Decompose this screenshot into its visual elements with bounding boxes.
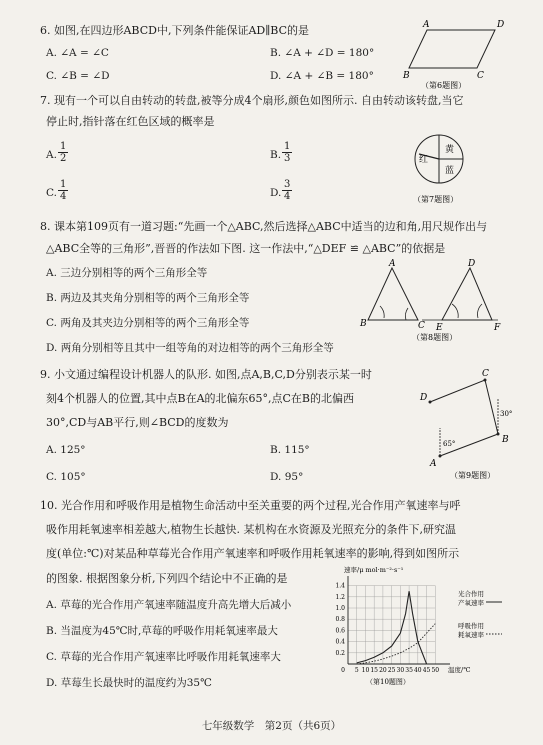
q7-option-c-den: 4 [60, 191, 67, 202]
q8-option-c: C. 两角及其夹边分别相等的两个三角形全等 [46, 317, 250, 329]
q9-segment-cb [485, 380, 498, 434]
q6-label-c: C [477, 71, 484, 81]
q7-option-d-num: 3 [284, 179, 291, 190]
q8-label-e: E [436, 323, 443, 333]
q7-option-a-fraction [58, 141, 68, 164]
y-axis-label: 速率/μ mol·m⁻²·s⁻¹ [344, 566, 404, 574]
q7-stem-line1: 7. 现有一个可以自由转动的转盘,被等分成4个扇形,颜色如图所示. 自由转动该转盘,当它 [40, 94, 464, 107]
q9-label-c: C [482, 369, 489, 379]
q7-sector-red: 红 [419, 155, 429, 165]
x-tick-label: 30 [396, 667, 405, 674]
q7-option-b-letter: B. [270, 149, 282, 161]
q6-figure [395, 18, 515, 90]
y-tick-label: 1.0 [335, 605, 345, 612]
q7-stem-line2: 停止时,指针落在红色区域的概率是 [46, 115, 215, 128]
q8-stem-line1: 8. 课本第109页有一道习题:“先画一个△ABC,然后选择△ABC中适当的边和角,用尺规作出与 [40, 220, 488, 233]
q10-option-a: A. 草莓的光合作用产氧速率随温度升高先增大后减小 [46, 599, 292, 611]
q9-stem-line1: 9. 小文通过编程设计机器人的队形. 如图,点A,B,C,D分别表示某一时 [40, 368, 372, 381]
x-tick-label: 40 [413, 667, 422, 674]
y-tick-label: 0.6 [335, 627, 345, 635]
q7-option-d-letter: D. [270, 187, 282, 199]
q7-option-d-fraction [282, 179, 292, 202]
x-tick-label: 35 [405, 667, 413, 674]
q6-label-a: A [423, 20, 430, 30]
q8-figure [360, 258, 510, 343]
q8-stem-line2: △ABC全等的三角形”,晋晋的作法如下图. 这一作法中,“△DEF ≌ △ABC”的依据是 [46, 242, 446, 255]
q6-quadrilateral [409, 30, 495, 68]
q7-option-c-letter: C. [46, 187, 57, 199]
q8-label-c: C [418, 321, 425, 331]
y-tick-label: 0.8 [335, 616, 345, 624]
q9-option-c: C. 105° [46, 471, 86, 483]
x-tick-label: 10 [361, 667, 370, 674]
y-tick-label: 0.4 [335, 638, 345, 646]
q7-option-a-num: 1 [60, 141, 67, 152]
q7-caption: （第7题图） [413, 195, 459, 204]
q6-option-c: C. ∠B = ∠D [46, 70, 110, 82]
q7-spinner-figure [405, 132, 485, 207]
q9-angle-65: 65° [443, 440, 456, 448]
x-tick-label: 5 [354, 667, 359, 674]
q8-arc-f [477, 304, 482, 318]
q9-label-d: D [420, 393, 428, 403]
q9-segment-cd [430, 380, 485, 402]
q6-label-d: D [497, 20, 505, 30]
q6-option-b: B. ∠A + ∠D = 180° [270, 47, 375, 59]
q10-stem-line2: 吸作用耗氧速率相差越大,植物生长越快. 某机构在水资源及光照充分的条件下,研究温 [46, 523, 456, 536]
q7-option-a-letter: A. [46, 149, 57, 161]
q10-option-b: B. 当温度为45℃时,草莓的呼吸作用耗氧速率最大 [46, 625, 278, 637]
q7-option-b-den: 3 [284, 153, 291, 164]
q8-label-d: D [468, 259, 476, 269]
y-tick-label: 1.2 [335, 593, 345, 601]
q9-figure [420, 370, 520, 482]
q7-option-b-num: 1 [284, 141, 291, 152]
x-tick-label: 20 [379, 667, 387, 674]
q7-option-a-den: 2 [60, 153, 67, 164]
q9-point-a [439, 455, 442, 458]
q6-caption: （第6题图） [421, 81, 467, 90]
q6-option-d: D. ∠A + ∠B = 180° [270, 70, 374, 82]
q9-angle-30: 30° [500, 410, 513, 418]
q6-option-a: A. ∠A = ∠C [46, 47, 109, 59]
q6-stem: 6. 如图,在四边形ABCD中,下列条件能保证AD∥BC的是 [40, 24, 309, 37]
x-tick-label: 25 [387, 667, 396, 674]
q9-stem-line2: 刻4个机器人的位置,其中点B在A的北偏东65°,点C在B的北偏西 [46, 392, 355, 405]
legend-label: 光合作用 [458, 590, 484, 598]
q8-option-d: D. 两角分别相等且其中一组等角的对边相等的两个三角形全等 [46, 342, 334, 354]
q6-label-b: B [403, 71, 410, 81]
q10-stem-line4: 的图象. 根据图象分析,下列四个结论中不正确的是 [46, 572, 288, 585]
q7-sector-yellow: 黄 [445, 145, 455, 155]
y-tick-label: 0.2 [335, 649, 345, 657]
x-tick-label: 15 [370, 667, 379, 674]
q8-caption: （第8题图） [412, 333, 458, 342]
q7-option-c-fraction [58, 179, 68, 202]
q9-option-a: A. 125° [46, 444, 86, 456]
origin-label: 0 [341, 667, 345, 674]
y-tick-label: 1.4 [335, 582, 345, 590]
legend-label: 呼吸作用 [458, 622, 484, 630]
q9-point-d [429, 401, 432, 404]
q8-label-b: B [360, 319, 367, 329]
q7-option-d-den: 4 [284, 191, 291, 202]
legend-label: 耗氧速率 [458, 631, 484, 639]
page-footer: 七年级数学 第2页（共6页） [201, 720, 342, 732]
q8-label-f: F [494, 323, 501, 333]
x-axis-label: 温度/℃ [448, 666, 471, 674]
series-line-2 [357, 624, 436, 664]
q7-option-b-fraction [282, 141, 292, 164]
q7-sector-blue: 蓝 [445, 166, 455, 176]
x-tick-label: 45 [422, 667, 431, 674]
x-tick-label: 50 [431, 667, 440, 674]
q8-option-b: B. 两边及其夹角分别相等的两个三角形全等 [46, 292, 250, 304]
q10-stem-line1: 10. 光合作用和呼吸作用是植物生命活动中至关重要的两个过程,光合作用产氧速率与呼 [40, 499, 461, 512]
q8-arc-e [452, 304, 458, 318]
q9-label-a: A [430, 459, 437, 469]
q8-option-a: A. 三边分别相等的两个三角形全等 [46, 267, 208, 279]
q8-arc-c [405, 308, 408, 320]
q10-stem-line3: 度(单位:℃)对某品种草莓光合作用产氧速率和呼吸作用耗氧速率的影响,得到如图所示 [46, 547, 460, 560]
q10-option-c: C. 草莓的光合作用产氧速率比呼吸作用耗氧速率大 [46, 651, 281, 663]
q7-option-c-num: 1 [60, 179, 67, 190]
q8-triangle-def [442, 268, 492, 320]
q9-label-b: B [502, 435, 509, 445]
q10-chart [320, 568, 520, 698]
q9-point-b [497, 433, 500, 436]
q8-triangle-abc [368, 268, 418, 320]
q10-option-d: D. 草莓生长最快时的温度约为35℃ [46, 677, 212, 689]
series-line-1 [357, 591, 436, 664]
q9-stem-line3: 30°,CD与AB平行,则∠BCD的度数为 [46, 416, 229, 429]
q9-option-b: B. 115° [270, 444, 310, 456]
q8-arc-b [380, 306, 384, 318]
legend-label: 产氧速率 [458, 599, 484, 607]
q8-label-a: A [389, 259, 396, 269]
q9-caption: （第9题图） [450, 471, 496, 480]
q10-caption: （第10题图） [366, 678, 410, 686]
q9-option-d: D. 95° [270, 471, 304, 483]
